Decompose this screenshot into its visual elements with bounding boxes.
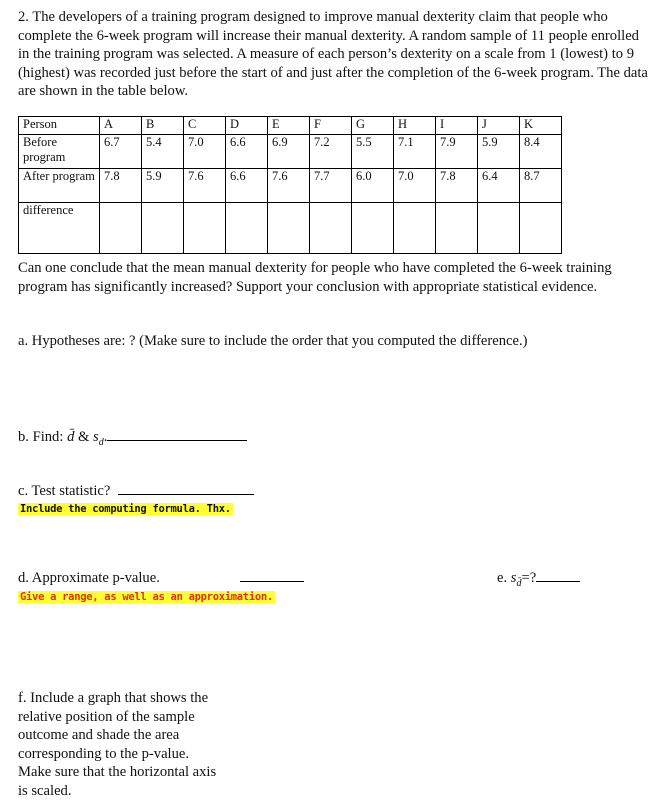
part-d-label: d. Approximate p-value. <box>18 570 160 586</box>
difference-input-cell[interactable] <box>100 203 142 254</box>
part-b-prefix: b. Find: <box>18 429 68 445</box>
person-header-cell: E <box>268 117 310 135</box>
person-header-cell: A <box>100 117 142 135</box>
after-value-cell: 7.0 <box>394 169 436 203</box>
difference-label: difference <box>19 203 100 254</box>
table-header-row <box>19 117 562 135</box>
difference-input-cell[interactable] <box>184 203 226 254</box>
s-symbol: s <box>510 570 517 586</box>
main-question: Can one conclude that the mean manual dexterity for people who have completed the 6-week training program has significantly increased? Support your conclusion with appropriate statistical evidence. <box>18 260 612 295</box>
problem-intro: 2. The developers of a training program designed to improve manual dexterity claim that people who complete the 6-week program will increase their manual dexterity. A random sample of 11 people enrolled in the training program was selected. A measure of each person’s dexterity on a scale from 1 (lowest) to 9 (highest) was recorded just before the start of and just after the completion of the 6-week program. The data are shown in the table below. <box>18 9 648 100</box>
part-d-answer-blank[interactable] <box>240 581 304 582</box>
part-d-note-text: Give a range, as well as an approximation. <box>20 591 273 603</box>
before-value-cell: 5.4 <box>142 135 184 169</box>
data-table <box>18 116 562 254</box>
part-c-test-statistic <box>18 482 254 501</box>
difference-input-cell[interactable] <box>310 203 352 254</box>
part-c-label: c. Test statistic? <box>18 483 111 499</box>
before-value-cell: 5.5 <box>352 135 394 169</box>
part-f-graph: f. Include a graph that shows the relative position of the sample outcome and shade the area corresponding to the p-value. Make sure that the horizontal axis is scaled. <box>18 690 217 799</box>
after-value-cell: 8.7 <box>520 169 562 203</box>
sd-symbol: s <box>93 429 99 445</box>
after-label: After program <box>19 169 100 203</box>
before-value-cell: 5.9 <box>478 135 520 169</box>
difference-input-cell[interactable] <box>142 203 184 254</box>
after-value-cell: 7.7 <box>310 169 352 203</box>
person-header-cell: C <box>184 117 226 135</box>
part-b-find <box>18 428 247 453</box>
part-b-answer-blank[interactable] <box>107 440 247 441</box>
person-header-cell: K <box>520 117 562 135</box>
before-value-cell: 6.6 <box>226 135 268 169</box>
part-b-mid: & <box>74 429 94 445</box>
part-c-note <box>18 499 233 517</box>
before-label: Before program <box>19 135 100 169</box>
before-value-cell: 7.1 <box>394 135 436 169</box>
part-e-sd-bar <box>497 569 580 594</box>
table-row-difference <box>19 203 562 254</box>
difference-input-cell[interactable] <box>394 203 436 254</box>
before-value-cell: 6.9 <box>268 135 310 169</box>
table-row-before <box>19 135 562 169</box>
after-value-cell: 6.4 <box>478 169 520 203</box>
person-header-cell: D <box>226 117 268 135</box>
header-label: Person <box>19 117 100 135</box>
after-value-cell: 6.0 <box>352 169 394 203</box>
difference-input-cell[interactable] <box>520 203 562 254</box>
person-header-cell: F <box>310 117 352 135</box>
person-header-cell: I <box>436 117 478 135</box>
s-subscript: d̄ <box>516 577 522 589</box>
part-a-hypotheses: a. Hypotheses are: ? (Make sure to include the order that you computed the difference.) <box>18 333 528 349</box>
after-value-cell: 6.6 <box>226 169 268 203</box>
before-value-cell: 6.7 <box>100 135 142 169</box>
person-header-cell: B <box>142 117 184 135</box>
difference-input-cell[interactable] <box>436 203 478 254</box>
difference-input-cell[interactable] <box>478 203 520 254</box>
before-value-cell: 8.4 <box>520 135 562 169</box>
after-value-cell: 7.6 <box>268 169 310 203</box>
person-header-cell: G <box>352 117 394 135</box>
person-header-cell: H <box>394 117 436 135</box>
part-e-answer-blank[interactable] <box>536 581 580 582</box>
after-value-cell: 7.6 <box>184 169 226 203</box>
before-value-cell: 7.9 <box>436 135 478 169</box>
after-value-cell: 7.8 <box>436 169 478 203</box>
part-c-note-text: Include the computing formula. Thx. <box>20 503 231 515</box>
part-d-note <box>18 587 275 605</box>
table-row-after <box>19 169 562 203</box>
before-value-cell: 7.0 <box>184 135 226 169</box>
person-header-cell: J <box>478 117 520 135</box>
difference-input-cell[interactable] <box>352 203 394 254</box>
before-value-cell: 7.2 <box>310 135 352 169</box>
part-e-suffix: =? <box>521 570 537 586</box>
d-bar-symbol: d̄ <box>67 429 75 445</box>
part-b-suffix: . <box>103 429 108 445</box>
after-value-cell: 5.9 <box>142 169 184 203</box>
difference-input-cell[interactable] <box>268 203 310 254</box>
after-value-cell: 7.8 <box>100 169 142 203</box>
difference-input-cell[interactable] <box>226 203 268 254</box>
part-c-answer-blank[interactable] <box>118 494 254 495</box>
part-e-prefix: e. <box>497 570 511 586</box>
part-d-p-value <box>18 569 304 588</box>
sd-subscript: d <box>98 436 104 448</box>
